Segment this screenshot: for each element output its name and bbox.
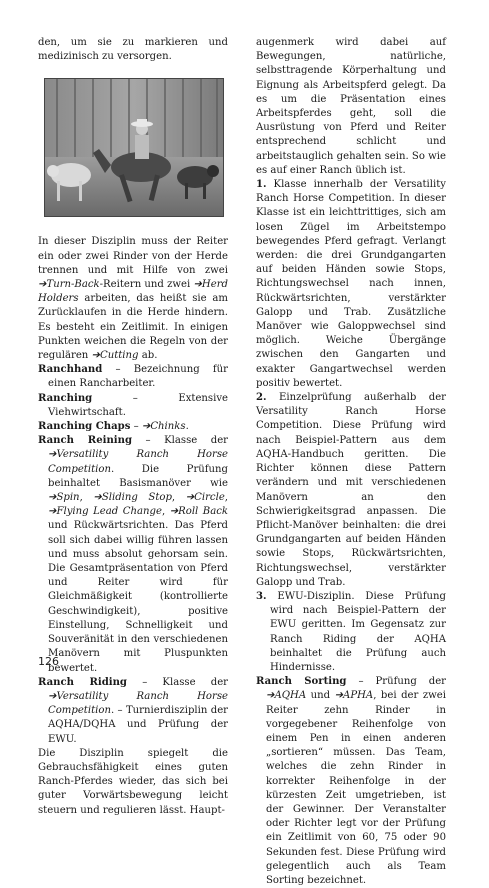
photo-illustration <box>45 79 223 216</box>
xref-herd-holders[interactable]: ➔Herd Holders <box>38 279 228 305</box>
xref-roll-back[interactable]: ➔Roll Back <box>169 506 228 518</box>
text-run: , bei der zwei Reiter zehn Rinder in vorgegebener Reihenfolge von einem Pen in einen anderen „sortieren“ müssen. Das Team, welches die zehn Rinder in korrekter Reihenfolge in der kürzesten Zeit umgetrieben, ist der Gewinner. Der Veranstalter oder Richter legt vor der Prüfung ein Zeitlimit von 60, 75 oder 90 Sekunden fest. Diese Prüfung wird gelegentlich auch als Team Sorting bezeichnet. <box>266 690 446 886</box>
text-run: , <box>224 492 229 504</box>
xref-circle[interactable]: ➔Circle <box>185 492 225 504</box>
xref-flying-lead-change[interactable]: ➔Flying Lead Change <box>48 506 162 518</box>
item-text: Einzelprüfung außerhalb der Versatility Ranch Horse Competition. Diese Prüfung wird nach Beispiel-Pattern aus dem AQHA-Handbuch geritten. Die Richter können diese Pattern verändern und mit verschiedenen Manövern an den Schwierigkeitsgrad anpassen. Die Pflicht-Manöver beinhalten: die drei Grundgangarten auf beiden Händen sowie Stops, Rückwärtsrichten, Richtungswechsel, verstärkter Galopp und Trab. <box>256 392 446 588</box>
xref-spin[interactable]: ➔Spin <box>48 492 80 504</box>
text-run: und Rückwärtsrichten. Das Pferd soll sich dabei willig führen lassen und muss absolut gehorsam sein. Die Gesamtpräsentation von Pferd und Reiter wird für Gleichmäßigkeit (kontrollierte Geschwindigkeit), positive Einstellung, Schnelligkeit und Souveränität in den verschiedenen Manövern mit Pluspunkten bewertet. <box>48 520 228 674</box>
xref-chinks[interactable]: ➔Chinks <box>141 421 186 433</box>
text-run: ab. <box>138 350 158 362</box>
text-run: – Klasse der <box>132 435 228 447</box>
text-run: . – Turnierdisziplin der AQHA/DQHA und Prüfung der EWU. <box>48 705 228 745</box>
xref-aqha[interactable]: ➔AQHA <box>266 690 307 702</box>
numbered-item-3 <box>256 590 446 675</box>
item-number: 1. <box>256 179 267 191</box>
item-text: EWU-Disziplin. Diese Prüfung wird nach Beispiel-Pattern der EWU geritten. Im Gegensatz zur Ranch Riding der AQHA beinhaltet die Prüfung auch Hindernisse. <box>266 590 446 673</box>
entry-term: Ranchhand <box>38 364 103 376</box>
text-run: In dieser Disziplin muss der Reiter ein oder zwei Rinder von der Herde trennen und mit Hilfe von zwei <box>38 236 228 276</box>
entry-ranch-riding <box>38 676 228 747</box>
xref-versatility[interactable]: ➔Versatility Ranch Horse Competition <box>48 690 228 717</box>
item-number: 2. <box>256 392 267 404</box>
entry-definition: – Extensive Viehwirtschaft. <box>48 392 228 418</box>
entry-term: Ranching <box>38 392 93 404</box>
xref-sliding-stop[interactable]: ➔Sliding Stop <box>93 492 172 504</box>
text-run: , <box>79 492 94 504</box>
photo-cutting-horse <box>44 78 224 217</box>
entry-ranchhand <box>38 363 228 391</box>
entry-ranch-reining <box>38 434 228 675</box>
left-column <box>38 36 228 818</box>
text-run: – Klasse der <box>127 676 228 688</box>
item-text: Klasse innerhalb der Versatility Ranch Horse Competition. In dieser Klasse ist ein leichttrittiges, sich am losen Zügel im Arbeitstempo bewegendes Pferd gefragt. Verlangt werden: die drei Grundgangarten auf beiden Händen sowie Stops, Richtungswechsel nach innen, Rückwärtsrichten, verstärkter Galopp und Trab. Zusätzliche Manöver wie Galoppwechsel sind möglich. Weiche Übergänge zwischen den Gangarten und exakter Gangartwechsel werden positiv bewertet. <box>256 179 446 389</box>
text-run: . Die Prüfung beinhaltet Basismanöver wie <box>48 463 228 489</box>
text-run: . <box>185 421 189 433</box>
entry-ranching <box>38 392 228 420</box>
intro-text: den, um sie zu markieren und medizinisch zu versorgen. <box>38 37 228 63</box>
continuation-text: augenmerk wird dabei auf Bewegungen, natürliche, selbsttragende Körperhaltung und Eignung als Arbeitspferd gelegt. Da es um die Präsentation eines Arbeitspferdes geht, soll die Ausrüstung von Pferd und Reiter entsprechend schlicht und arbeitstauglich gehalten sein. So wie es auf einer Ranch üblich ist. <box>256 37 446 176</box>
item-number: 3. <box>256 590 267 602</box>
right-column <box>256 36 446 888</box>
xref-cutting[interactable]: ➔Cutting <box>91 350 139 362</box>
entry-definition: – Bezeichnung für einen Rancharbeiter. <box>48 364 228 390</box>
text-run: – Prüfung der <box>346 676 447 688</box>
text-run: – <box>130 421 142 433</box>
page-number: 126 <box>38 655 59 668</box>
text-run: -Reitern und zwei <box>99 279 194 291</box>
text-run: , <box>161 506 170 518</box>
cutting-paragraph <box>38 235 228 363</box>
entry-term: Ranch Riding <box>38 676 127 688</box>
text-run: arbeiten, das heißt sie am Zurücklaufen in die Herde hindern. Es besteht ein Zeitlimit. In einigen Punkten weichen die Regeln von der regulären <box>38 293 228 362</box>
numbered-item-1 <box>256 178 446 391</box>
text-run: , <box>171 492 186 504</box>
xref-turn-back[interactable]: ➔Turn-Back <box>38 279 100 291</box>
entry-term: Ranch Sorting <box>256 676 347 688</box>
xref-apha[interactable]: ➔APHA <box>334 690 374 702</box>
entry-term: Ranch Reining <box>38 435 133 447</box>
entry-term: Ranching Chaps <box>38 421 131 433</box>
entry-ranching-chaps <box>38 420 228 434</box>
entry-ranch-sorting <box>256 675 446 888</box>
numbered-item-2 <box>256 391 446 590</box>
ranch-riding-description: Die Disziplin spiegelt die Gebrauchsfähigkeit eines guten Ranch-Pferdes wieder, das sich bei guter Vorwärtsbewegung leicht steuern und regulieren lässt. Haupt- <box>38 747 228 816</box>
xref-versatility[interactable]: ➔Versatility Ranch Horse Competition <box>48 449 228 475</box>
text-run: und <box>306 690 335 702</box>
